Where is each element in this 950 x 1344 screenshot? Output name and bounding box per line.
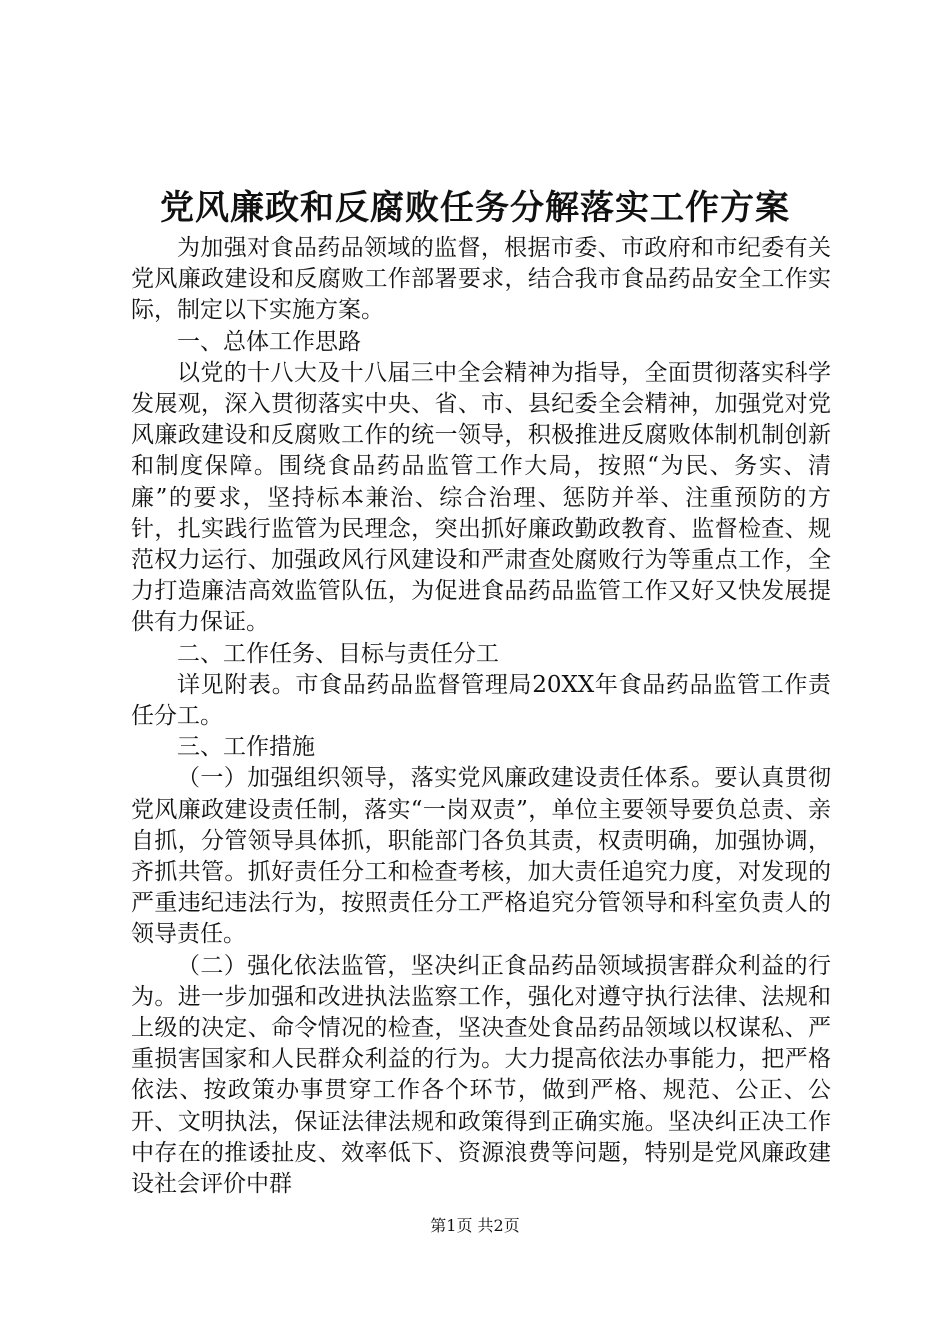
section-1-paragraph: 以党的十八大及十八届三中全会精神为指导，全面贯彻落实科学发展观，深入贯彻落实中央、省、市、县纪委全会精神，加强党对党风廉政建设和反腐败工作的统一领导，积极推进反腐败体制机制创新和制度保障。围绕食品药品监管工作大局，按照“为民、务实、清廉”的要求，坚持标本兼治、综合治理、惩防并举、注重预防的方针，扎实践行监管为民理念，突出抓好廉政勤政教育、监督检查、规范权力运行、加强政风行风建设和严肃查处腐败行为等重点工作，全力打造廉洁高效监管队伍，为促进食品药品监管工作又好又快发展提供有力保证。	[131, 359, 831, 636]
intro-paragraph: 为加强对食品药品领域的监督，根据市委、市政府和市纪委有关党风廉政建设和反腐败工作部署要求，结合我市食品药品安全工作实际，制定以下实施方案。	[131, 235, 831, 324]
section-2-heading: 二、工作任务、目标与责任分工	[177, 640, 499, 667]
section-2-paragraph: 详见附表。市食品药品监督管理局20XX年食品药品监管工作责任分工。	[131, 671, 831, 730]
document-title: 党风廉政和反腐败任务分解落实工作方案	[160, 188, 790, 228]
page-number-footer: 第1页 共2页	[430, 1216, 520, 1235]
measure-2-paragraph: （二）强化依法监管，坚决纠正食品药品领域损害群众利益的行为。进一步加强和改进执法监察工作，强化对遵守执行法律、法规和上级的决定、命令情况的检查，坚决查处食品药品领域以权谋私、严重损害国家和人民群众利益的行为。大力提高依法办事能力，把严格依法、按政策办事贯穿工作各个环节，做到严格、规范、公正、公开、文明执法，保证法律法规和政策得到正确实施。坚决纠正决工作中存在的推诿扯皮、效率低下、资源浪费等问题，特别是党风廉政建设社会评价中群	[131, 952, 831, 1198]
document-body	[131, 233, 831, 1200]
measure-1-paragraph: （一）加强组织领导，落实党风廉政建设责任体系。要认真贯彻党风廉政建设责任制，落实“一岗双责”，单位主要领导要负总责、亲自抓，分管领导具体抓，职能部门各负其责，权责明确，加强协调，齐抓共管。抓好责任分工和检查考核，加大责任追究力度，对发现的严重违纪违法行为，按照责任分工严格追究分管领导和科室负责人的领导责任。	[131, 765, 831, 948]
section-3-heading: 三、工作措施	[177, 734, 315, 761]
section-1-heading: 一、总体工作思路	[177, 328, 361, 355]
